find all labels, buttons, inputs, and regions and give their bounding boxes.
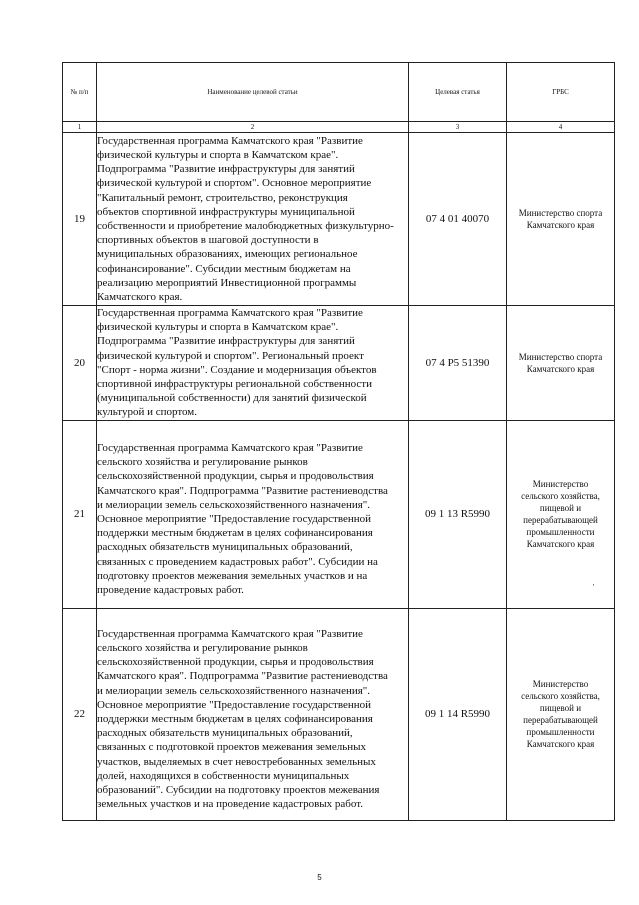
name-line: Камчатского края.	[97, 291, 183, 304]
name-line: объектов спортивной инфраструктуры муниципальной	[97, 205, 355, 218]
row-code: 09 1 14 R5990	[409, 608, 507, 820]
name-line: муниципальных образованиях, имеющих региональное	[97, 248, 358, 261]
table-row	[63, 420, 615, 608]
grbs-line: перерабатывающей	[523, 515, 598, 526]
name-line: физической культуры и спорта в Камчатском крае".	[97, 148, 339, 161]
name-line: физической культурой и спортом". Основное мероприятие	[97, 177, 372, 190]
row-grbs	[507, 133, 615, 306]
name-line: физической культуры и спорта в Камчатском крае".	[97, 321, 339, 334]
grbs-line: промышленности	[526, 527, 595, 538]
table-row	[63, 306, 615, 421]
row-name	[97, 420, 409, 608]
name-line: Камчатского края". Подпрограмма "Развитие растениеводства	[97, 484, 388, 497]
name-line: поддержки местным бюджетам в целях софинансирования	[97, 713, 373, 726]
grbs-line: сельского хозяйства,	[521, 691, 600, 702]
name-line: расходных обязательств муниципальных образований,	[97, 541, 353, 554]
name-line: сельскохозяйственной продукции, сырья и продовольствия	[97, 470, 374, 483]
grbs-line: Министерство спорта	[518, 208, 603, 218]
name-line: (муниципальной собственности) для занятий физической	[97, 392, 367, 405]
grbs-line: пищевой и	[539, 503, 582, 514]
grbs-line: пищевой и	[539, 703, 582, 714]
table-header-row	[63, 63, 615, 122]
row-code: 07 4 P5 51390	[409, 306, 507, 421]
name-line: Камчатского края". Подпрограмма "Развитие растениеводства	[97, 670, 388, 683]
name-line: земельных участков и на проведение кадастровых работ.	[97, 798, 363, 811]
column-number: 4	[507, 122, 615, 133]
row-number: 21	[63, 420, 97, 608]
column-number-row	[63, 122, 615, 133]
name-line: реализацию мероприятий Инвестиционной программы	[97, 276, 357, 289]
grbs-line: Камчатского края	[526, 220, 595, 230]
name-line: и мелиорации земель сельскохозяйственного назначения".	[97, 498, 371, 511]
row-name	[97, 133, 409, 306]
column-number: 1	[63, 122, 97, 133]
grbs-line: Министерство	[532, 479, 589, 490]
name-line: Государственная программа Камчатского края "Развитие	[97, 307, 363, 319]
header-number: № п/п	[63, 63, 97, 122]
row-code: 09 1 13 R5990	[409, 420, 507, 608]
name-line: долей, находящихся в собственности муниципальных	[97, 769, 350, 782]
row-number: 19	[63, 133, 97, 306]
name-line: Подпрограмма "Развитие инфраструктуры для занятий	[97, 163, 355, 176]
name-line: связанных с проведением кадастровых работ". Субсидии на	[97, 555, 378, 568]
name-line: связанных с подготовкой проектов межевания земельных	[97, 741, 367, 754]
row-grbs	[507, 420, 615, 608]
name-line: культурой и спортом.	[97, 406, 198, 419]
name-line: подготовку проектов межевания земельных участков и на	[97, 569, 368, 582]
grbs-line: Министерство	[532, 679, 589, 690]
name-line: и мелиорации земель сельскохозяйственного назначения".	[97, 684, 371, 697]
header-code: Целевая статья	[409, 63, 507, 122]
name-line: Основное мероприятие "Предоставление государственной	[97, 698, 372, 711]
name-line: Подпрограмма "Развитие инфраструктуры для занятий	[97, 335, 355, 348]
name-line: Государственная программа Камчатского края "Развитие	[97, 134, 363, 147]
table-body	[63, 133, 615, 821]
name-line: спортивных объектов в шаговой доступности в	[97, 234, 319, 247]
name-line: поддержки местным бюджетам в целях софинансирования	[97, 527, 373, 540]
name-line: сельскохозяйственной продукции, сырья и продовольствия	[97, 656, 374, 669]
grbs-line: сельского хозяйства,	[521, 491, 600, 502]
name-line: спортивной инфраструктуры региональной собственности	[97, 378, 372, 391]
column-number: 2	[97, 122, 409, 133]
name-line: образований". Субсидии на подготовку проектов межевания	[97, 784, 380, 797]
page-number: 5	[317, 873, 322, 882]
name-line: проведение кадастровых работ.	[97, 584, 244, 597]
name-line: "Спорт - норма жизни". Создание и модернизация объектов	[97, 363, 377, 376]
name-line: "Капитальный ремонт, строительство, реконструкция	[97, 191, 348, 204]
name-line: расходных обязательств муниципальных образований,	[97, 727, 353, 740]
table-row	[63, 608, 615, 820]
row-number: 20	[63, 306, 97, 421]
name-line: сельского хозяйства и регулирование рынков	[97, 642, 308, 654]
row-name	[97, 306, 409, 421]
margin-dot: ·	[592, 580, 595, 590]
grbs-line: промышленности	[526, 727, 595, 738]
name-line: Основное мероприятие "Предоставление государственной	[97, 513, 372, 526]
name-line: Государственная программа Камчатского края "Развитие	[97, 442, 363, 454]
row-number: 22	[63, 608, 97, 820]
grbs-line: Камчатского края	[526, 539, 595, 550]
name-line: участков, выделяемых в счет невостребованных земельных	[97, 755, 376, 768]
name-line: софинансирование". Субсидии местным бюджетам на	[97, 262, 351, 275]
row-code: 07 4 01 40070	[409, 133, 507, 306]
row-grbs	[507, 306, 615, 421]
name-line: Государственная программа Камчатского края "Развитие	[97, 627, 363, 640]
name-line: собственности и приобретение малобюджетных физкультурно-	[97, 220, 394, 232]
name-line: сельского хозяйства и регулирование рынков	[97, 456, 308, 469]
budget-table	[62, 62, 615, 821]
row-grbs	[507, 608, 615, 820]
table-row	[63, 133, 615, 306]
grbs-line: перерабатывающей	[523, 715, 598, 726]
header-grbs: ГРБС	[507, 63, 615, 122]
grbs-line: Министерство спорта	[518, 351, 603, 362]
header-name: Наименование целевой статьи	[97, 63, 409, 122]
grbs-line: Камчатского края	[526, 363, 595, 374]
column-number: 3	[409, 122, 507, 133]
row-name	[97, 608, 409, 820]
name-line: физической культурой и спортом". Региональный проект	[97, 349, 364, 362]
grbs-line: Камчатского края	[526, 739, 595, 750]
